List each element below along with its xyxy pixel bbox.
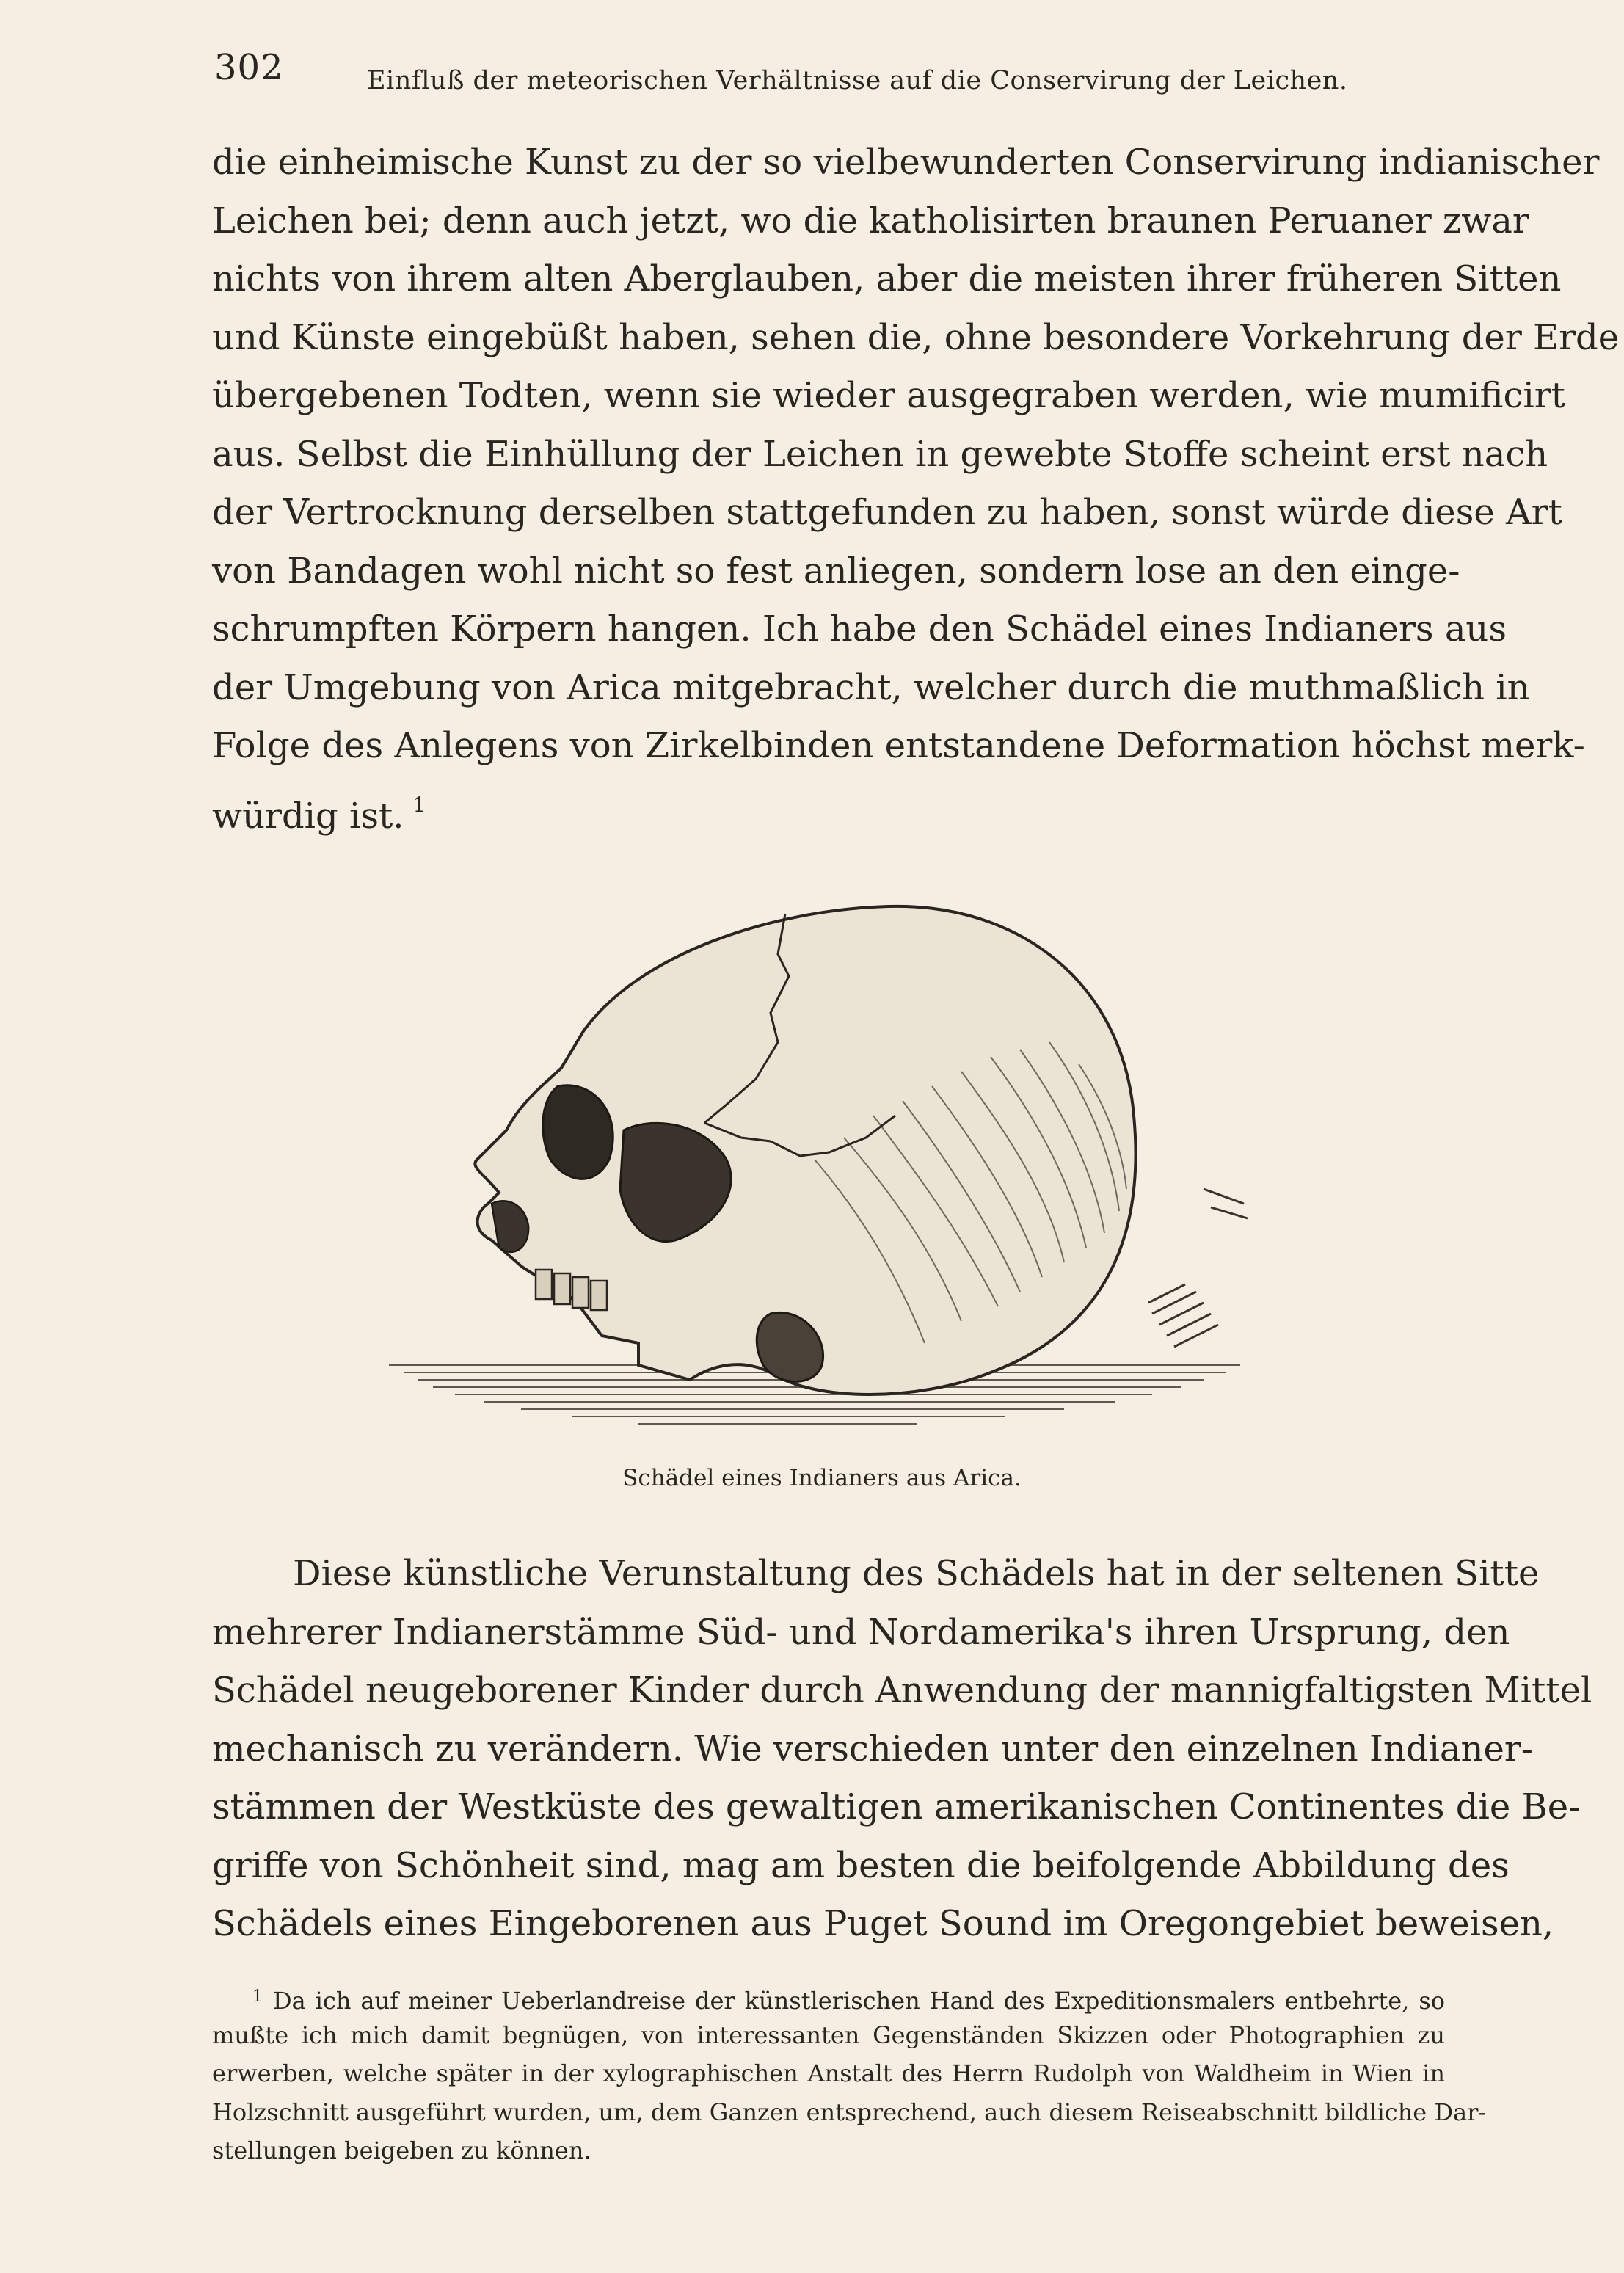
text-line: Leichen bei; denn auch jetzt, wo die katholisirten braunen Peruaner zwar [212, 200, 1529, 241]
page-number: 302 [214, 47, 284, 88]
body-paragraph-bottom [212, 1545, 1592, 1954]
text-line: schrumpften Körpern hangen. Ich habe den Schädel eines Indianers aus [212, 608, 1507, 650]
text-line: der Umgebung von Arica mitgebracht, welcher durch die muthmaßlich in [212, 666, 1530, 708]
text-line: Schädels eines Eingeborenen aus Puget Sound im Oregongebiet beweisen, [212, 1903, 1554, 1944]
text-line-content: würdig ist. [212, 795, 404, 837]
body-paragraph-top [212, 134, 1620, 837]
footnote-line: mußte ich mich damit begnügen, von interessanten Gegenständen Skizzen oder Photographien zu [212, 2021, 1445, 2050]
text-line [212, 776, 1445, 837]
footnote-mark: 1 [252, 1987, 263, 2006]
text-line: mehrerer Indianerstämme Süd- und Nordamerika's ihren Ursprung, den [212, 1611, 1510, 1653]
text-line: mechanisch zu verändern. Wie verschieden unter den einzelnen Indianer- [212, 1728, 1534, 1770]
skull-illustration [360, 895, 1292, 1453]
text-line: übergebenen Todten, wenn sie wieder ausgegraben werden, wie mumificirt [212, 375, 1565, 416]
text-line: Schädel neugeborener Kinder durch Anwendung der mannigfaltigsten Mittel [212, 1670, 1592, 1711]
text-line: Folge des Anlegens von Zirkelbinden entstandene Deformation höchst merk- [212, 725, 1585, 766]
text-line: stämmen der Westküste des gewaltigen amerikanischen Continentes die Be- [212, 1786, 1581, 1828]
footnote-line: Holzschnitt ausgeführt wurden, um, dem Ganzen entsprechend, auch diesem Reiseabschnitt bildliche Dar- [212, 2098, 1487, 2126]
figure-caption: Schädel eines Indianers aus Arica. [622, 1465, 1022, 1491]
footnote-text: Da ich auf meiner Ueberlandreise der künstlerischen Hand des Expeditionsmalers entbehrte, so [273, 1987, 1445, 2015]
footnote-line [212, 1978, 1445, 2016]
text-line: die einheimische Kunst zu der so vielbewunderten Conservirung indianischer [212, 142, 1600, 183]
text-line: der Vertrocknung derselben stattgefunden zu haben, sonst würde diese Art [212, 492, 1562, 533]
running-title: Einfluß der meteorischen Verhältnisse auf die Conservirung der Leichen. [367, 66, 1348, 95]
text-line: nichts von ihrem alten Aberglauben, aber die meisten ihrer früheren Sitten [212, 258, 1562, 299]
text-line: aus. Selbst die Einhüllung der Leichen in gewebte Stoffe scheint erst nach [212, 433, 1548, 475]
text-line: und Künste eingebüßt haben, sehen die, ohne besondere Vorkehrung der Erde [212, 316, 1620, 358]
skull-engraving [360, 895, 1292, 1453]
footnote-block [212, 1978, 1487, 2170]
text-line: griffe von Schönheit sind, mag am besten die beifolgende Abbildung des [212, 1844, 1510, 1886]
footnote-reference[interactable]: 1 [412, 792, 426, 817]
footnote-line: stellungen beigeben zu können. [212, 2136, 591, 2164]
shadow-streaks [1148, 1189, 1248, 1347]
footnote-line: erwerben, welche später in der xylographischen Anstalt des Herrn Rudolph von Waldheim in Wien in [212, 2059, 1445, 2088]
text-line: von Bandagen wohl nicht so fest anliegen, sondern lose an den einge- [212, 550, 1460, 592]
text-line: Diese künstliche Verunstaltung des Schädels hat in der seltenen Sitte [293, 1553, 1540, 1594]
